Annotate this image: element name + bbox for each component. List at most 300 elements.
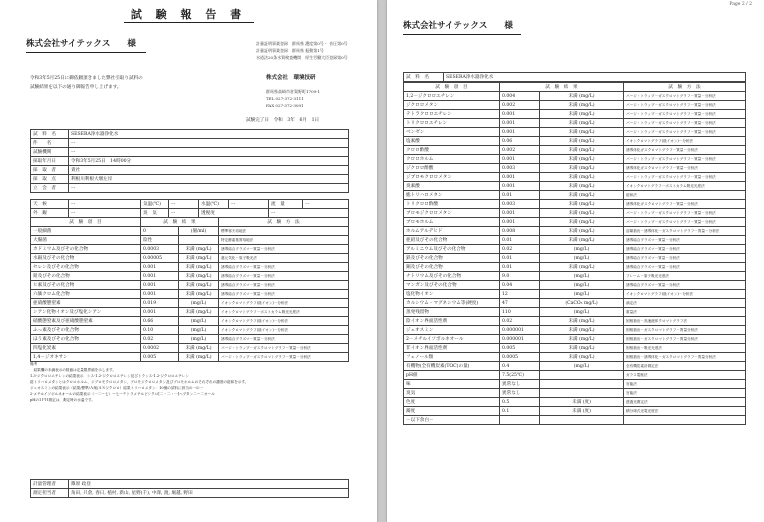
- test-item: 色度: [404, 398, 500, 407]
- test-method: パージ・トラップ－ガスクロマトグラフ－質量－分析法: [624, 173, 746, 182]
- result-value: 0.005: [500, 344, 540, 353]
- result-row: [404, 290, 746, 299]
- test-method: 官能法: [624, 380, 746, 389]
- test-method: 全有機炭素計測定法: [624, 362, 746, 371]
- result-row: [31, 272, 349, 281]
- result-row: [404, 398, 746, 407]
- result-value: 0.001: [500, 173, 540, 182]
- result-row: [404, 146, 746, 155]
- result-row: [404, 236, 746, 245]
- result-unit: 未満 (mg/L): [540, 335, 624, 344]
- result-value: 陰性: [141, 236, 179, 245]
- result-row: [404, 155, 746, 164]
- test-method: パージ・トラップ－ガスクロマトグラフ－質量－分析法: [624, 128, 746, 137]
- test-item: 塩素酸: [404, 137, 500, 146]
- test-item: カドミウム及びその化合物: [31, 245, 141, 254]
- result-unit: (mg/L): [540, 362, 624, 371]
- water-temp-value: ー: [229, 200, 269, 209]
- manager-value: 篠原 政登: [69, 480, 349, 489]
- appearance-label: 外 観: [31, 209, 69, 218]
- test-item: ベンゼン: [404, 128, 500, 137]
- company-tel: TEL 027-372-3111: [266, 96, 304, 101]
- result-value: 0.003: [500, 164, 540, 173]
- result-row: [404, 164, 746, 173]
- result-row: [404, 92, 746, 101]
- info-row: [31, 175, 349, 184]
- result-unit: 未満 (度): [540, 407, 624, 416]
- appearance-value: ー: [69, 209, 141, 218]
- result-value: 0.66: [141, 317, 179, 326]
- result-value: 0.003: [500, 200, 540, 209]
- result-row: [31, 335, 349, 344]
- info-value: ー: [69, 139, 349, 148]
- result-value: 0.019: [141, 299, 179, 308]
- test-method: 誘導結合プラズマ－質量－分析法: [219, 335, 349, 344]
- notes-block: [30, 361, 348, 403]
- report-title: 試 験 報 告 書: [130, 8, 247, 21]
- result-value: 0.008: [500, 227, 540, 236]
- client-name: 株式会社サイテックス 様: [403, 21, 513, 31]
- result-row: [404, 200, 746, 209]
- result-row: [31, 290, 349, 299]
- result-unit: 未満 (mg/L): [540, 218, 624, 227]
- result-row: [31, 299, 349, 308]
- test-item: ジクロロ酢酸: [404, 164, 500, 173]
- sample-label: 試 料 名: [404, 73, 444, 82]
- test-item: ナトリウム及びその化合物: [404, 272, 500, 281]
- result-value: [500, 416, 540, 425]
- result-row: [404, 209, 746, 218]
- test-method: 滴定法: [624, 299, 746, 308]
- odor-label: 臭 気: [141, 209, 169, 218]
- test-method: パージ・トラップ－ガスクロマトグラフ－質量－分析法: [219, 353, 349, 362]
- header-result: 試 験 結 果: [141, 218, 219, 227]
- result-unit: 未満 (mg/L): [540, 173, 624, 182]
- test-item: 鉛及びその化合物: [31, 272, 141, 281]
- test-item: マンガン及びその化合物: [404, 281, 500, 290]
- result-value: 0.001: [141, 308, 179, 317]
- test-item: 味: [404, 380, 500, 389]
- test-item: フェノール類: [404, 353, 500, 362]
- test-method: パージ・トラップ－ガスクロマトグラフ－質量－分析法: [624, 119, 746, 128]
- test-method: 誘導結合プラズマ－質量－分析法: [219, 290, 349, 299]
- result-unit: 未満 (mg/L): [540, 227, 624, 236]
- result-unit: (mg/L): [540, 245, 624, 254]
- result-row: [404, 371, 746, 380]
- result-value: 0.02: [500, 245, 540, 254]
- note-line: pHの1ＰＨ測定は、測定時の水温です。: [30, 398, 95, 402]
- test-item: 大腸菌: [31, 236, 141, 245]
- report-page-2: [387, 0, 764, 522]
- test-method: イオンクロマトグラフ(陰イオン)－分析法: [219, 299, 349, 308]
- test-method: [624, 416, 746, 425]
- result-value: 9.0: [500, 272, 540, 281]
- result-row: [404, 380, 746, 389]
- result-unit: (mg/L): [540, 254, 624, 263]
- result-unit: [540, 416, 624, 425]
- result-unit: (mg/L): [179, 317, 219, 326]
- test-method: イオンクロマトグラフ－ポストカラム吸光光度法: [219, 308, 349, 317]
- test-method: 固相抽出－誘導体化－ガスクロマトグラフ－質量分析法: [624, 353, 746, 362]
- test-item: 1,2－ジクロロエチレン: [404, 92, 500, 101]
- test-item: 一般細菌: [31, 227, 141, 236]
- company-fax: FAX 027-372-3091: [266, 103, 304, 108]
- result-unit: 未満 (mg/L): [540, 200, 624, 209]
- result-row: [31, 344, 349, 353]
- personnel-table: [30, 479, 349, 498]
- note-line: 1.3-ジクロロエチレンの結果表示 シス-1.2-ジクロロエチレン及びトランス-1.2-ジクロロエチレン: [30, 374, 189, 378]
- test-method: イオンクロマトグラフ－ポストカラム吸光光度法: [624, 182, 746, 191]
- result-value: 0.001: [500, 209, 540, 218]
- intro-line: 令和3年5月25日に御依頼頂きました弊社引取り試料の: [30, 76, 143, 81]
- info-label: 試 料 名: [31, 130, 69, 139]
- result-unit: 未満 (mg/L): [179, 272, 219, 281]
- info-value: ー: [69, 148, 349, 157]
- address-line: 水道法20条水質検査機関 厚生労働大臣登録第0号: [256, 55, 348, 60]
- result-unit: (mg/L): [179, 299, 219, 308]
- result-value: 0.5: [500, 398, 540, 407]
- result-unit: 未満 (度): [540, 398, 624, 407]
- result-value: 0.0003: [141, 245, 179, 254]
- note-line: 総トリハロメタンとはクロロホルム、ジブロモクロロメタン、ブロモジクロロメタン及びブロモホルムのそれぞれの濃度の総和を示す。: [30, 380, 249, 384]
- test-method: パージ・トラップ－ガスクロマトグラフ－質量－分析法: [624, 110, 746, 119]
- results-table-page2: [403, 82, 746, 425]
- info-value: SESERA浄水器浄化水: [69, 130, 349, 139]
- result-row: [404, 407, 746, 416]
- test-method: 誘導体化ガスクロマトグラフ－質量－分析法: [624, 146, 746, 155]
- test-method: 誘導体化ガスクロマトグラフ－質量－分析法: [624, 200, 746, 209]
- result-value: 7.5(25℃): [500, 371, 540, 380]
- result-row: [31, 308, 349, 317]
- test-item: 六価クロム化合物: [31, 290, 141, 299]
- result-unit: (mg/L): [540, 272, 624, 281]
- result-unit: [540, 389, 624, 398]
- note-line: 2-メチルイソボルネオールの結果表示（一二ー七）ー七ーテトラメチルビシクロ[二・二・一]ヘプタン二ー二オール: [30, 392, 215, 396]
- test-item: 水銀及びその化合物: [31, 254, 141, 263]
- test-item: カルシウム・マグネシウム等(硬度): [404, 299, 500, 308]
- result-row: [404, 308, 746, 317]
- test-item: アルミニウム及びその化合物: [404, 245, 500, 254]
- test-item: 1,4－ジオキサン: [31, 353, 141, 362]
- info-row: [31, 148, 349, 157]
- test-method: パージ・トラップ－ガスクロマトグラフ－質量－分析法: [624, 218, 746, 227]
- test-item: 総トリハロメタン: [404, 191, 500, 200]
- result-unit: 未満 (mg/L): [540, 209, 624, 218]
- test-method: 官能法: [624, 389, 746, 398]
- test-item: ブロモジクロロメタン: [404, 209, 500, 218]
- sample-info-table: [30, 129, 349, 193]
- result-unit: 未満 (mg/L): [179, 245, 219, 254]
- result-value: 異常なし: [500, 380, 540, 389]
- test-item: 亜鉛及びその化合物: [404, 236, 500, 245]
- result-value: 0.1: [500, 407, 540, 416]
- test-method: 誘導結合プラズマ－質量－分析法: [624, 254, 746, 263]
- test-method: 誘導結合プラズマ－質量－分析法: [624, 263, 746, 272]
- test-item: ジブロモクロロメタン: [404, 173, 500, 182]
- air-temp-value: ー: [169, 200, 199, 209]
- result-unit: 未満 (mg/L): [540, 236, 624, 245]
- test-item: 2－メチルイソボルネオール: [404, 335, 500, 344]
- test-method: パージ・トラップ－ガスクロマトグラフ－質量－分析法: [624, 155, 746, 164]
- result-unit: 未満 (mg/L): [540, 155, 624, 164]
- info-value: 貴社: [69, 166, 349, 175]
- result-value: 異常なし: [500, 389, 540, 398]
- info-row: [31, 157, 349, 166]
- test-item: 亜硝酸態窒素: [31, 299, 141, 308]
- result-value: 0.004: [500, 92, 540, 101]
- result-row: [404, 272, 746, 281]
- result-unit: (mg/L): [179, 335, 219, 344]
- result-value: 0.005: [141, 353, 179, 362]
- result-row: [404, 218, 746, 227]
- result-value: 0.001: [500, 119, 540, 128]
- info-label: 採 取 者: [31, 166, 69, 175]
- test-item: 臭気: [404, 389, 500, 398]
- result-row: [404, 227, 746, 236]
- result-value: 110: [500, 308, 540, 317]
- test-method: 誘導結合プラズマ－質量－分析法: [624, 245, 746, 254]
- result-value: 0.06: [500, 137, 540, 146]
- result-value: 0.0002: [141, 344, 179, 353]
- test-item: 四塩化炭素: [31, 344, 141, 353]
- weather-value: ー: [69, 200, 141, 209]
- transparency-label: 透視度: [199, 209, 269, 218]
- test-item: テトラクロロエチレン: [404, 110, 500, 119]
- info-value: 令和3年5月25日 14時00分: [69, 157, 349, 166]
- result-unit: 未満 (mg/L): [179, 344, 219, 353]
- test-item: トリクロロ酢酸: [404, 200, 500, 209]
- result-unit: (mg/L): [540, 281, 624, 290]
- result-value: 0.001: [500, 182, 540, 191]
- company-address: 群馬県高崎市倉賀野町1709-1: [266, 89, 321, 94]
- result-row: [404, 362, 746, 371]
- result-row: [31, 254, 349, 263]
- test-item: ジクロロメタン: [404, 101, 500, 110]
- result-value: 0.01: [500, 254, 540, 263]
- result-row: [404, 137, 746, 146]
- test-item: 濁度: [404, 407, 500, 416]
- result-row: [31, 236, 349, 245]
- result-value: 0.002: [500, 146, 540, 155]
- result-row: [404, 263, 746, 272]
- info-label: 試験機関: [31, 148, 69, 157]
- result-value: 0.001: [500, 155, 540, 164]
- test-item: 塩化物イオン: [404, 290, 500, 299]
- result-row: [31, 326, 349, 335]
- test-item: 鉄及びその化合物: [404, 254, 500, 263]
- report-page-1: [0, 0, 377, 522]
- test-method: 誘導体化ガスクロマトグラフ－質量－分析法: [624, 164, 746, 173]
- result-row: [31, 317, 349, 326]
- test-item: 硝酸態窒素及び亜硝酸態窒素: [31, 317, 141, 326]
- test-method: 誘導結合プラズマ－質量－分析法: [219, 263, 349, 272]
- result-value: 0.001: [141, 290, 179, 299]
- intro-line: 試験結果を以下の通り御報告申し上げます。: [30, 85, 122, 90]
- test-item: ブロモホルム: [404, 218, 500, 227]
- note-line: ジェオスミンの結果表示（結果/標準/Ａ剤/ＡＳジクロロ）結果トリハロメタン：10個の試料に該当の一の一: [30, 386, 204, 390]
- test-method: 還元気化－原子吸光法: [219, 254, 349, 263]
- result-unit: 未満 (mg/L): [540, 191, 624, 200]
- results-table-page1: [30, 217, 349, 362]
- test-method: 誘導結合プラズマ－質量－分析法: [219, 272, 349, 281]
- result-unit: 未満 (mg/L): [540, 92, 624, 101]
- result-unit: [179, 236, 219, 245]
- test-method: イオンクロマトグラフ(陰イオン)－分析法: [219, 326, 349, 335]
- result-unit: 未満 (mg/L): [540, 146, 624, 155]
- result-unit: 未満 (mg/L): [540, 353, 624, 362]
- result-unit: 未満 (mg/L): [540, 110, 624, 119]
- test-method: フレーム－原子吸光光度法: [624, 272, 746, 281]
- info-row: [31, 139, 349, 148]
- result-unit: (mg/L): [540, 290, 624, 299]
- result-row: [404, 344, 746, 353]
- result-value: 0.002: [500, 101, 540, 110]
- result-unit: (mg/L): [179, 326, 219, 335]
- test-method: 誘導結合プラズマ－質量－分析法: [219, 245, 349, 254]
- test-method: 溶媒抽出－誘導体化－ガスクロマトグラフ－質量－分析法: [624, 227, 746, 236]
- result-row: [404, 416, 746, 425]
- test-item: 銅及びその化合物: [404, 263, 500, 272]
- test-item: ほう素及びその化合物: [31, 335, 141, 344]
- result-value: 0.001: [500, 128, 540, 137]
- result-row: [404, 119, 746, 128]
- test-item: 臭素酸: [404, 182, 500, 191]
- header-item: 試 験 項 目: [404, 83, 500, 92]
- result-row: [404, 299, 746, 308]
- result-value: 0.10: [141, 326, 179, 335]
- transparency-value: ー: [269, 209, 349, 218]
- result-value: 0.01: [500, 191, 540, 200]
- test-method: 誘導結合プラズマ－質量－分析法: [219, 281, 349, 290]
- test-item: クロロホルム: [404, 155, 500, 164]
- client-name: 株式会社サイテックス 様: [26, 39, 136, 49]
- result-unit: 未満 (mg/L): [540, 119, 624, 128]
- test-item: ふっ素及びその化合物: [31, 326, 141, 335]
- conditions-table: [30, 199, 349, 218]
- page-number: Page 2 / 2: [729, 2, 752, 7]
- result-value: 0.04: [500, 281, 540, 290]
- test-method: 誘導結合プラズマ－質量－分析法: [624, 236, 746, 245]
- company-name: 株式会社 環境技研: [266, 75, 316, 81]
- result-unit: 未満 (mg/L): [540, 164, 624, 173]
- staff-value: 角田, 只倉, 春日, 植村, 新山, 星野(千), 中澤, 渡, 堀越, 野田: [69, 489, 349, 498]
- completion-date: 試験完了日 令和 3年 6月 1日: [246, 118, 320, 123]
- result-unit: 未満 (mg/L): [540, 317, 624, 326]
- header-method: 試 験 方 法: [624, 83, 746, 92]
- address-line: 計量証明事業登録 群馬県 振動第1号: [256, 48, 324, 53]
- test-method: 重量法: [624, 308, 746, 317]
- result-value: 0.0005: [500, 353, 540, 362]
- result-value: 47: [500, 299, 540, 308]
- test-item: クロロ酢酸: [404, 146, 500, 155]
- test-item: 有機物(全有機炭素(TOC)の量): [404, 362, 500, 371]
- info-label: 立 会 者: [31, 184, 69, 193]
- odor-value: ー: [169, 209, 199, 218]
- result-value: 12: [500, 290, 540, 299]
- result-row: [404, 335, 746, 344]
- result-row: [404, 281, 746, 290]
- result-row: [31, 263, 349, 272]
- result-row: [31, 227, 349, 236]
- result-value: 0.001: [500, 218, 540, 227]
- result-unit: 未満 (mg/L): [179, 353, 219, 362]
- flow-label: 流 量: [269, 200, 303, 209]
- test-item: ホルムアルデヒド: [404, 227, 500, 236]
- result-value: 0.000001: [500, 326, 540, 335]
- test-method: イオンクロマトグラフ(陰イオン)－分析法: [624, 137, 746, 146]
- result-unit: 未満 (mg/L): [179, 254, 219, 263]
- test-method: 誘導結合プラズマ－質量－分析法: [624, 281, 746, 290]
- result-row: [404, 353, 746, 362]
- result-value: 0.00005: [141, 254, 179, 263]
- client-underline: [26, 52, 146, 53]
- result-unit: 未満 (mg/L): [540, 128, 624, 137]
- title-underline: [124, 22, 254, 23]
- sample-name-table: [403, 72, 746, 82]
- result-value: 0.4: [500, 362, 540, 371]
- result-unit: 未満 (mg/L): [540, 137, 624, 146]
- result-unit: 未満 (mg/L): [540, 182, 624, 191]
- test-item: pH値: [404, 371, 500, 380]
- result-value: 0.001: [141, 263, 179, 272]
- result-row: [31, 281, 349, 290]
- result-unit: 未満 (mg/L): [179, 290, 219, 299]
- result-value: 0.01: [500, 263, 540, 272]
- info-row: [31, 130, 349, 139]
- water-temp-label: 水温(℃): [199, 200, 229, 209]
- result-row: [404, 389, 746, 398]
- test-method: パージ・トラップ－ガスクロマトグラフ－質量－分析法: [219, 344, 349, 353]
- test-method: パージ・トラップ－ガスクロマトグラフ－質量－分析法: [624, 92, 746, 101]
- test-item: シアン化物イオン及び塩化シアン: [31, 308, 141, 317]
- result-unit: 未満 (mg/L): [540, 344, 624, 353]
- result-row: [404, 182, 746, 191]
- test-item: 陰イオン界面活性剤: [404, 317, 500, 326]
- info-row: [31, 184, 349, 193]
- result-row: [404, 191, 746, 200]
- result-unit: 未満 (mg/L): [540, 326, 624, 335]
- result-value: 0.02: [141, 335, 179, 344]
- test-method: イオンクロマトグラフ(陰イオン)－分析法: [219, 317, 349, 326]
- test-item: 非イオン界面活性剤: [404, 344, 500, 353]
- result-unit: 未満 (mg/L): [179, 263, 219, 272]
- header-item: 試 験 項 目: [31, 218, 141, 227]
- result-row: [404, 173, 746, 182]
- test-method: 固相抽出－ガスクロマトグラフ－質量分析法: [624, 335, 746, 344]
- test-method: 標準寒天培地法: [219, 227, 349, 236]
- result-unit: (mg/L): [540, 308, 624, 317]
- result-unit: (CaCO₃ mg/L): [540, 299, 624, 308]
- result-value: 0.02: [500, 317, 540, 326]
- result-unit: 未満 (mg/L): [179, 281, 219, 290]
- sample-value: SESERA浄水器浄化水: [444, 73, 746, 82]
- header-method: 試 験 方 法: [219, 218, 349, 227]
- result-value: 0.000001: [500, 335, 540, 344]
- air-temp-label: 気温(℃): [141, 200, 169, 209]
- result-row: [404, 101, 746, 110]
- result-value: 0.001: [141, 281, 179, 290]
- info-label: 採取年月日: [31, 157, 69, 166]
- result-value: 0.001: [141, 272, 179, 281]
- test-item: ジェオスミン: [404, 326, 500, 335]
- result-unit: [540, 380, 624, 389]
- note-line: 結果欄の未満表示の数値は定量限界値を示します。: [30, 368, 116, 372]
- test-method: ガラス電極法: [624, 371, 746, 380]
- test-method: 特定酵素基質培地法: [219, 236, 349, 245]
- weather-label: 天 候: [31, 200, 69, 209]
- result-unit: (個/ml): [179, 227, 219, 236]
- result-row: [404, 245, 746, 254]
